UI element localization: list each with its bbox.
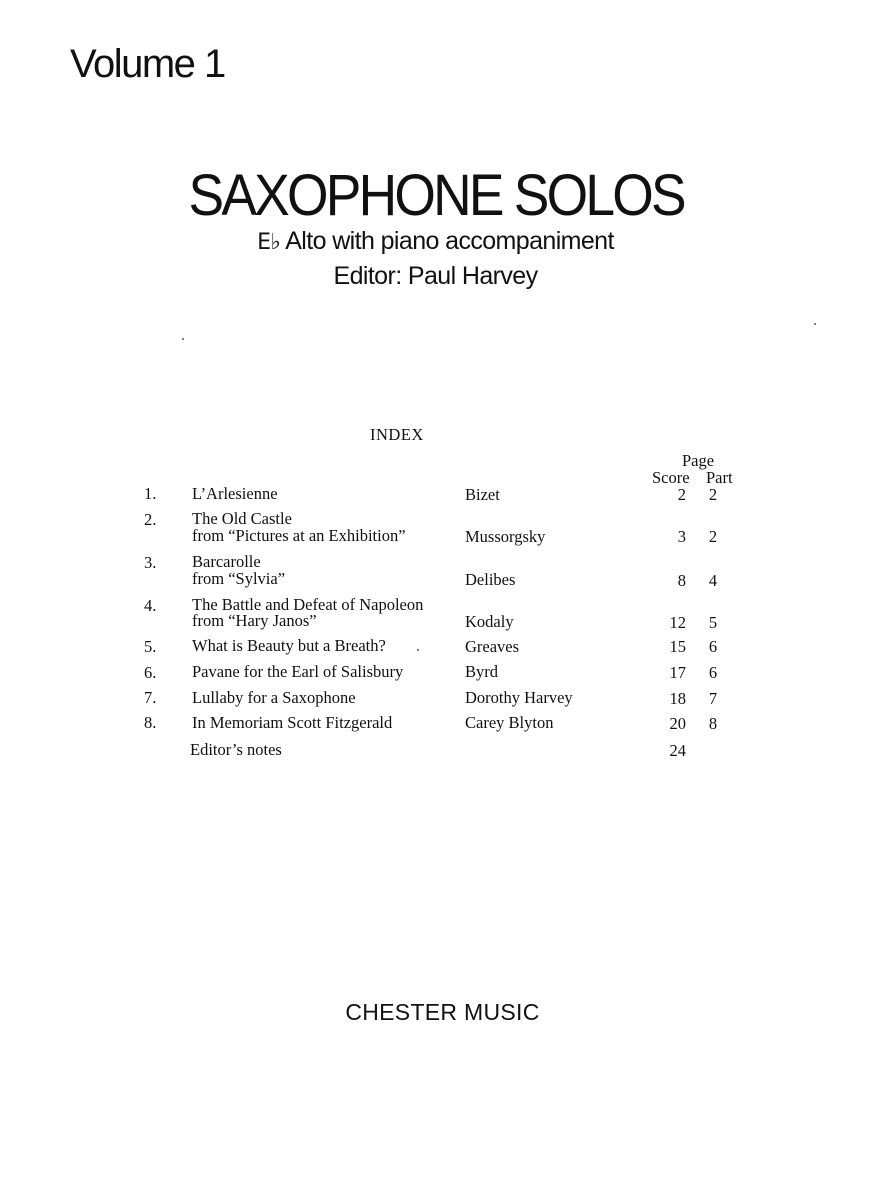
entry-score-page: 8 — [677, 571, 686, 590]
editor-credit: Editor: Paul Harvey — [333, 262, 538, 290]
entry-subtitle: from “Pictures at an Exhibition” — [192, 526, 406, 545]
entry-subtitle: from “Sylvia” — [192, 569, 286, 588]
scan-speck — [417, 649, 419, 651]
entry-number: 7. — [144, 688, 157, 707]
entry-composer: Byrd — [465, 662, 498, 681]
entry-number: 2. — [144, 510, 157, 529]
publisher-name: CHESTER MUSIC — [345, 999, 540, 1025]
page-column-heading: Page — [682, 451, 715, 470]
entry-number: 1. — [144, 484, 157, 503]
entry-composer: Delibes — [465, 570, 516, 589]
entry-title: Pavane for the Earl of Salisbury — [192, 662, 404, 681]
entry-number: 6. — [144, 663, 157, 682]
entry-part-page: 4 — [708, 571, 718, 590]
entry-part-page: 2 — [708, 527, 718, 546]
entry-part-page: 7 — [708, 689, 718, 708]
scan-speck — [814, 323, 816, 325]
entry-part-page: 6 — [708, 637, 718, 656]
entry-composer: Kodaly — [465, 612, 514, 631]
entry-title: Barcarolle — [192, 552, 261, 571]
book-title: SAXOPHONE SOLOS — [188, 163, 684, 228]
entry-title: Lullaby for a Saxophone — [192, 688, 356, 707]
instrument-key: E♭ — [257, 230, 281, 255]
entry-score-page: 12 — [669, 613, 686, 632]
entry-title: What is Beauty but a Breath? — [192, 636, 386, 655]
notes-score-page: 24 — [669, 741, 686, 760]
entry-title: In Memoriam Scott Fitzgerald — [192, 713, 393, 732]
entry-subtitle: from “Hary Janos” — [192, 611, 317, 630]
entry-composer: Greaves — [465, 637, 520, 656]
scan-speck — [182, 338, 184, 340]
entry-number: 3. — [144, 553, 157, 572]
entry-title: L’Arlesienne — [192, 484, 278, 503]
entry-part-page: 6 — [708, 663, 718, 682]
entry-number: 8. — [144, 713, 157, 732]
entry-score-page: 2 — [677, 485, 686, 504]
entry-score-page: 15 — [669, 637, 686, 656]
entry-composer: Dorothy Harvey — [465, 688, 573, 707]
index-heading: INDEX — [370, 425, 424, 444]
entry-title: The Old Castle — [192, 509, 292, 528]
notes-title: Editor’s notes — [190, 740, 282, 759]
entry-title: The Battle and Defeat of Napoleon — [192, 595, 424, 614]
subtitle-text: Alto with piano accompaniment — [285, 227, 614, 255]
entry-part-page: 5 — [708, 613, 718, 632]
entry-score-page: 17 — [669, 663, 686, 682]
entry-number: 5. — [144, 637, 157, 656]
entry-score-page: 20 — [669, 714, 686, 733]
score-column-heading: Score — [652, 468, 690, 487]
entry-composer: Bizet — [465, 485, 500, 504]
book-subtitle — [0, 225, 871, 259]
entry-score-page: 3 — [677, 527, 686, 546]
entry-composer: Carey Blyton — [465, 713, 554, 732]
entry-number: 4. — [144, 596, 157, 615]
entry-composer: Mussorgsky — [465, 527, 546, 546]
entry-part-page: 8 — [708, 714, 718, 733]
part-column-heading: Part — [706, 468, 733, 487]
entry-part-page: 2 — [708, 485, 718, 504]
volume-label: Volume 1 — [70, 42, 225, 86]
entry-score-page: 18 — [669, 689, 686, 708]
